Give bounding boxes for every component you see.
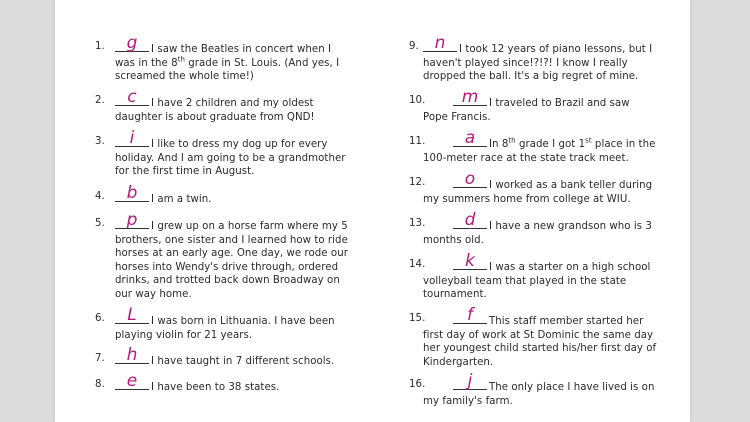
item-text-line: The only place I have lived is on <box>489 382 655 393</box>
item-text-line: I was born in Lithuania. I have been <box>151 316 335 327</box>
handwritten-answer: o <box>464 169 476 189</box>
item-text-line: first day of work at St Dominic the same day <box>423 329 654 341</box>
handwritten-answer: L <box>127 305 137 325</box>
item-text-line: dropped the ball. It's a big regret of mine. <box>423 71 639 83</box>
handwritten-answer: c <box>127 87 137 107</box>
item-text-line: I have been to 38 states. <box>151 382 280 393</box>
answer-blank[interactable] <box>453 210 487 230</box>
item-text-line: our way home. <box>115 288 192 300</box>
answer-blank[interactable] <box>115 371 149 391</box>
item-number: 12. <box>409 177 426 188</box>
item-text-line: I have a new grandson who is 3 <box>489 221 652 232</box>
handwritten-answer: n <box>434 33 446 53</box>
answer-blank[interactable] <box>453 371 487 391</box>
answer-blank[interactable] <box>115 305 149 325</box>
answer-blank[interactable] <box>115 128 149 148</box>
list-item-15 <box>409 305 679 369</box>
list-item-3 <box>95 128 365 179</box>
list-item-10 <box>409 87 679 124</box>
list-item-12 <box>409 169 679 206</box>
list-item-7 <box>95 345 365 369</box>
handwritten-answer: i <box>129 128 135 148</box>
list-item-1 <box>95 33 365 84</box>
handwritten-answer: p <box>126 210 138 230</box>
worksheet-page <box>55 0 690 422</box>
answer-blank[interactable] <box>115 210 149 230</box>
list-item-2 <box>95 87 365 124</box>
list-item-9 <box>409 33 679 84</box>
item-text-line: my summers home from college at WIU. <box>423 193 631 205</box>
item-number: 1. <box>95 41 105 52</box>
answer-blank[interactable] <box>453 305 487 325</box>
item-number: 11. <box>409 136 426 147</box>
item-text-line: I saw the Beatles in concert when I <box>151 44 332 55</box>
item-number: 6. <box>95 313 105 324</box>
item-text-line: drinks, and trotted back down Broadway on <box>115 275 340 287</box>
list-item-11 <box>409 128 679 165</box>
item-number: 10. <box>409 95 426 106</box>
handwritten-answer: m <box>461 87 479 107</box>
handwritten-answer: g <box>126 33 138 53</box>
item-text-line: I worked as a bank teller during <box>489 180 653 191</box>
answer-blank[interactable] <box>115 183 149 203</box>
answer-blank[interactable] <box>453 251 487 271</box>
list-item-6 <box>95 305 365 342</box>
item-text-line: volleyball team that played in the state <box>423 275 627 287</box>
item-text-line: was in the 8th grade in St. Louis. (And yes, I <box>115 55 340 69</box>
item-number: 16. <box>409 379 426 390</box>
item-text-line: months old. <box>423 234 484 246</box>
list-item-14 <box>409 251 679 302</box>
item-number: 7. <box>95 353 105 364</box>
list-item-8 <box>95 371 365 395</box>
answer-blank[interactable] <box>453 128 487 148</box>
handwritten-answer: b <box>126 183 138 203</box>
item-text-line: my family's farm. <box>423 395 513 407</box>
item-text-line: screamed the whole time!) <box>115 71 254 83</box>
handwritten-answer: d <box>464 210 476 230</box>
item-text-line: her youngest child started his/her first day of <box>423 343 657 355</box>
item-text-line: In 8th grade I got 1st place in the <box>489 136 656 150</box>
handwritten-answer: a <box>464 128 476 148</box>
answer-blank[interactable] <box>453 87 487 107</box>
item-text-line: I traveled to Brazil and saw <box>489 98 630 109</box>
item-text-line: I am a twin. <box>151 194 212 205</box>
item-text-line: I was a starter on a high school <box>489 262 651 273</box>
item-text-line: I like to dress my dog up for every <box>151 139 328 150</box>
list-item-4 <box>95 183 365 207</box>
item-text-line: I have 2 children and my oldest <box>151 98 314 109</box>
item-number: 3. <box>95 136 105 147</box>
item-number: 9. <box>409 41 419 52</box>
item-text-line: Pope Francis. <box>423 111 491 123</box>
item-number: 4. <box>95 191 105 202</box>
answer-blank[interactable] <box>115 33 149 53</box>
list-item-5 <box>95 210 365 302</box>
item-text-line: holiday. And I am going to be a grandmother <box>115 152 346 164</box>
answer-blank[interactable] <box>423 33 457 53</box>
item-text-line: daughter is about graduate from QND! <box>115 111 315 123</box>
item-text-line: horses at an early age. One day, we rode our <box>115 248 348 260</box>
item-text-line: tournament. <box>423 289 487 301</box>
list-item-13 <box>409 210 679 247</box>
handwritten-answer: h <box>126 345 138 365</box>
item-text-line: playing violin for 21 years. <box>115 329 253 341</box>
item-number: 5. <box>95 218 105 229</box>
item-text-line: I have taught in 7 different schools. <box>151 356 335 367</box>
handwritten-answer: e <box>126 371 138 391</box>
item-text-line: This staff member started her <box>489 316 644 327</box>
list-item-16 <box>409 371 679 408</box>
item-text-line: brothers, one sister and I learned how to ride <box>115 234 348 246</box>
item-number: 13. <box>409 218 426 229</box>
item-number: 14. <box>409 259 426 270</box>
item-text-line: horses into Wendy's drive through, ordered <box>115 261 339 273</box>
item-text-line: haven't played since!?!?! I know I really <box>423 57 628 69</box>
item-text-line: I grew up on a horse farm where my 5 <box>151 221 348 232</box>
answer-blank[interactable] <box>453 169 487 189</box>
item-number: 15. <box>409 313 426 324</box>
item-text-line: 100-meter race at the state track meet. <box>423 152 629 164</box>
item-number: 8. <box>95 379 105 390</box>
item-number: 2. <box>95 95 105 106</box>
handwritten-answer: f <box>466 305 474 325</box>
item-text-line: I took 12 years of piano lessons, but I <box>459 44 653 55</box>
answer-blank[interactable] <box>115 87 149 107</box>
answer-blank[interactable] <box>115 345 149 365</box>
item-text-line: for the first time in August. <box>115 166 255 178</box>
item-text-line: Kindergarten. <box>423 356 494 368</box>
handwritten-answer: j <box>467 371 473 391</box>
handwritten-answer: k <box>465 251 475 271</box>
